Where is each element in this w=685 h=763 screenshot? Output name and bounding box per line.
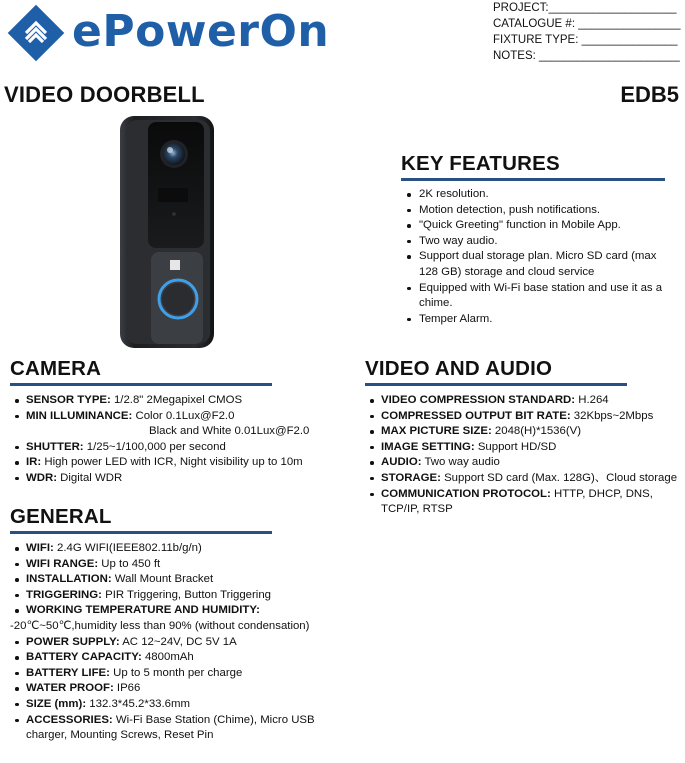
list-item: WIFI RANGE: Up to 450 ft [10,557,330,573]
list-item: IMAGE SETTING: Support HD/SD [365,440,683,456]
list-item: BATTERY LIFE: Up to 5 month per charge [10,666,330,682]
camera-spec-list [10,393,340,487]
list-item: Equipped with Wi-Fi base station and use it as a chime. [401,281,663,312]
video-audio-heading: VIDEO AND AUDIO [365,357,553,380]
product-model: EDB5 [620,82,679,107]
list-item: WIFI: 2.4G WIFI(IEEE802.11b/g/n) [10,541,330,557]
doorbell-product-image [118,114,216,350]
video-audio-section [365,357,683,518]
list-item: WDR: Digital WDR [10,471,340,487]
list-item: ACCESSORIES: Wi-Fi Base Station (Chime), Micro USB charger, Mounting Screws, Reset Pin [10,713,326,744]
list-item: SIZE (mm): 132.3*45.2*33.6mm [10,697,330,713]
list-item: Two way audio. [401,234,663,250]
list-item: VIDEO COMPRESSION STANDARD: H.264 [365,393,683,409]
section-divider [365,383,627,386]
list-item: STORAGE: Support SD card (Max. 128G)、Cloud storage [365,471,683,487]
general-spec-list [10,541,330,744]
list-item: WORKING TEMPERATURE AND HUMIDITY: -20℃~50℃,humidity less than 90% (without condensation) [10,603,330,634]
general-heading: GENERAL [10,505,112,528]
list-item: "Quick Greeting" function in Mobile App. [401,218,663,234]
section-divider [401,178,665,181]
key-features-heading: KEY FEATURES [401,152,560,175]
list-item: AUDIO: Two way audio [365,455,683,471]
list-item: IR: High power LED with ICR, Night visibility up to 10m [10,455,340,471]
list-item: COMPRESSED OUTPUT BIT RATE: 32Kbps~2Mbps [365,409,683,425]
camera-section [10,357,340,487]
list-item: SENSOR TYPE: 1/2.8" 2Megapixel CMOS [10,393,340,409]
list-item: Motion detection, push notifications. [401,203,663,219]
list-item: 2K resolution. [401,187,663,203]
project-info-block [493,0,681,64]
section-divider [10,531,272,534]
camera-heading: CAMERA [10,357,102,380]
list-item: MAX PICTURE SIZE: 2048(H)*1536(V) [365,424,683,440]
list-item: MIN ILLUMINANCE: Color 0.1Lux@F2.0 Black and White 0.01Lux@F2.0 [10,409,340,440]
fixture-type-field: FIXTURE TYPE: _______________ [493,34,678,46]
list-item: COMMUNICATION PROTOCOL: HTTP, DHCP, DNS, TCP/IP, RTSP [365,487,671,518]
list-item: BATTERY CAPACITY: 4800mAh [10,650,330,666]
video-audio-spec-list [365,393,683,518]
product-title: VIDEO DOORBELL [4,82,205,107]
key-features-section [401,152,665,327]
section-divider [10,383,272,386]
list-item: POWER SUPPLY: AC 12~24V, DC 5V 1A [10,635,330,651]
list-item: Temper Alarm. [401,312,663,328]
epoweron-logo-icon [6,2,66,62]
brand-name: ePowerOn [72,6,330,57]
key-features-list [401,187,663,327]
list-item: SHUTTER: 1/25~1/100,000 per second [10,440,340,456]
general-section [10,505,340,744]
list-item: Support dual storage plan. Micro SD card (max 128 GB) storage and cloud service [401,249,663,280]
notes-field: NOTES: ______________________ [493,50,680,62]
catalogue-field: CATALOGUE #: ________________ [493,18,681,30]
list-item: TRIGGERING: PIR Triggering, Button Triggering [10,588,330,604]
list-item: INSTALLATION: Wall Mount Bracket [10,572,330,588]
project-field: PROJECT:____________________ [493,2,677,14]
list-item: WATER PROOF: IP66 [10,681,330,697]
